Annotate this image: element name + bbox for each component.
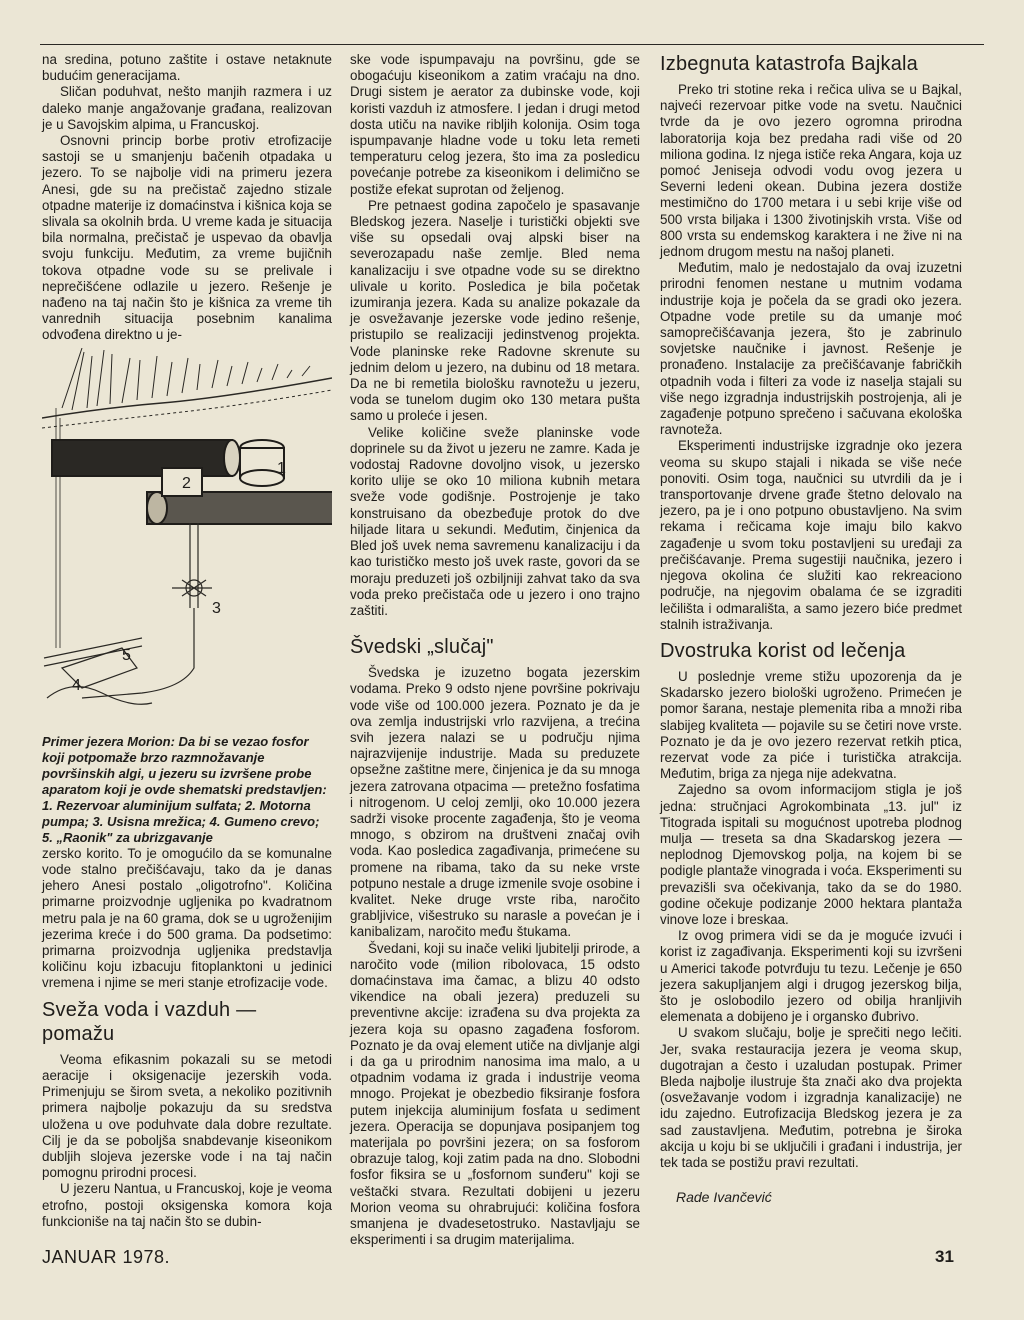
page-number: 31 [935, 1247, 954, 1266]
paragraph: na sredina, potuno zaštite i ostave netaknute budućim generacijama. [42, 52, 332, 84]
paragraph: ske vode ispumpavaju na površinu, gde se obogaćuju kiseonikom a zatim vraćaju na dno. Drugi sistem je aerator za dubinske vode, koji koristi vazduh iz atmosfere. I jedan i drugi metod dosta utiču na navike riblјih kolonija. Osim toga ispumpavanje hladne vode u toku leta remeti temperaturu celog jezera, što ima za posledicu povećanje potrebe za kiseonikom i delimično se postiže efekat suprotan od željenog. [350, 52, 640, 197]
figure-caption: Primer jezera Morion: Da bi se vezao fosfor koji potpomaže brzo razmnožavanje površinskih algi, u jezeru su izvršene probe aparatom koji je ovde shematski predstavljen: 1. Rezervoar aluminijum sulfata; 2. Motorna pumpa; 3. Usisna mrežica; 4. Gumeno crevo; 5. „Raonik" za ubrizgavanje [42, 733, 327, 845]
paragraph: Eksperimenti industrijske izgradnje oko jezera veoma su skupo stajali i nikada se više neće ponoviti. Osim toga, naučnici su utvrdili da je i transportovanje drvene građe štetno delovalo na jezero, pa je i ono potpuno obustavljeno. Na svim rekama i rečicama koje imaju bilo kakvo zagađenje u svom toku postavljeni su uređaji za prečišćavanje. Prema sugestiji naučnika, jezero i njegova okolina će služiti kao rekreaciono područje, na njegovim obalama će se izgraditi lečilišta i odmarališta, a samo jezero biće predmet stalnih istraživanja. [660, 438, 962, 632]
figure-label-2: 2 [182, 474, 191, 492]
section-heading-svedski-slucaj: Švedski „slučaj" [350, 636, 494, 659]
paragraph: Iz ovog primera vidi se da je moguće izvući i korist iz zagađivanja. Eksperimenti koji su izvršeni u Americi takođe potvrđuju tu tezu. Lečenje je 650 jezera sakupljanjem algi i drugog jezerskog bilja, što je oslobodilo jezero od obilja hranljivih elemenata a dobijeno je i organsko đubrivo. [660, 928, 962, 1025]
paragraph: Sličan poduhvat, nešto manjih razmera i uz daleko manje angažovanje građana, realizovan je u Savojskim alpima, u Francuskoj. [42, 84, 332, 132]
paragraph: Velike količine sveže planinske vode doprinele su da život u jezeru ne zamre. Kada je vodostaj Radovne dovoljno visok, u jezersko korito ulije se oko 10 miliona kubnih metara sveže vode godišnje. Postrojenje je tako konstruisano da obezbeđuje protok do dve hiljade litara u sekundi. Međutim, činjenica da Bled još uvek nema savremenu kanalizaciju i da kao turističko mesto još uvek raste, govori da se moraju preduzeti još ozbiljniji zahvat tako da sva voda preko prečistača ode u jezero i ono trajno zaštiti. [350, 424, 640, 618]
figure-label-4: 4 [72, 676, 81, 694]
footer-date: JANUAR 1978. [42, 1247, 171, 1267]
paragraph: Osnovni princip borbe protiv etrofizacije sastoji se u smanjenju bačenih otpadaka u jezero. To se najbolje vidi na primeru jezera Anesi, gde su na prečistač zajedno stizale otpadne materije iz domaćinstva i kišnica koja se slivala sa okolnih brda. U vreme kada je situacija bila normalna, prečistač je uspevao da obavlja svoju funkciju. Međutim, za vreme bujičnih tokova otpadne vode su se prelivale i neprečišćene odlazile u jezero. Rešenje je nađeno na taj način što je kišnica za vreme tih vanrednih situacija posebnim kanalima odvođena direktno u je- [42, 133, 332, 343]
section-heading-dvostruka-korist: Dvostruka korist od lečenja [660, 639, 906, 662]
aeration-apparatus-diagram [42, 348, 332, 728]
column-3 [660, 52, 962, 1205]
column-1 [42, 52, 332, 1230]
column-2 [350, 52, 640, 1248]
paragraph: Švedska je izuzetno bogata jezerskim vodama. Preko 9 odsto njene površine pokrivaju vode više od 100.000 jezera. Poznato je da je ova zemlja industrijski vrlo razvijena, a trećina svih jezera nalazi se u području njima najrazvijenije industrije. Mada su preduzete opsežne zaštitne mere, činjenica je da su mnoga jezera zatrovana otpacima — pretežno fosfatima i nitrogenom. U celoj zemlji, oko 10.000 jezera sadrži visoke procente zagađenja, što je veoma mnogo, s obzirom na društveni značaj ovih voda. Kao posledica zagađivanja, primećene su promene na ribama, tako da su neke vrste potpuno nestale a druge izmenile svoje osobine i kvalitet. Neke druge vrste riba, naročito grabljivice, višestruko su narasle a povećan je i kanibalizam, naročito među štukama. [350, 665, 640, 940]
paragraph: U poslednje vreme stižu upozorenja da je Skadarsko jezero biološki ugroženo. Primećen je pomor šarana, nestaje plemenita riba a množi riba slabijeg kvaliteta — pojavile su se četiri nove vrste. Poznato je da je ovo jezero rezervat retkih ptica, rezervat vode za piće i turistička atrakcija. Međutim, briga za njega nije adekvatna. [660, 668, 962, 782]
author-signature: Rade Ivančević [676, 1189, 772, 1206]
section-heading-sveza-voda: Sveža voda i vazduh — pomažu [42, 998, 257, 1045]
paragraph: Veoma efikasnim pokazali su se metodi aeracije i oksigenacije jezerskih voda. Primenjuju se širom sveta, a nekoliko pozitivnih primera najbolje pokazuju da su sredstva uložena u ove poduhvate dala dobre rezultate. Cilj je da se poboljša snabdevanje kiseonikom dubljih slojeva jezerske vode i na taj način pomognu prirodni procesi. [42, 1051, 332, 1181]
paragraph: Pre petnaest godina započelo je spasavanje Bledskog jezera. Naselje i turistički objekti sve više su opsedali ovaj alpski biser na severozapadu naše zemlje. Bled nema kanalizaciju i sve otpadne vode su se direktno ulivale u korito. Posledica je bila početak izumiranja jezera. Kada su analize pokazale da je osvežavanje jezerske vode jedino rešenje, pristupilo se realizaciji jedinstvenog projekta. Vode planinske reke Radovne skrenute su jednim delom u jezero, na dubinu od 18 metara. Da ne bi remetila biološku ravnotežu u jezeru, voda se tunelom dugim oko 130 metara pušta samo u proleće i jesen. [350, 197, 640, 424]
paragraph: U jezeru Nantua, u Francuskoj, koje je veoma etrofno, postoji oksigenska komora koja funkcioniše na taj način što se dubin- [42, 1181, 332, 1229]
paragraph: U svakom slučaju, bolje je sprečiti nego lečiti. Jer, svaka restauracija jezera je veoma skup, dugotrajan a često i uzaludan postupak. Primer Bleda najbolje ilustruje šta znači ako dva projekta (osvežavanje vodom i izgradnja kanalizacije) ne idu zajedno. Eutrofizacija Bledskog jezera je za sad zaustavljena. Međutim, potrebna je široka akcija u koju bi se uključili i građani i industrija, jer tek tada se postižu pravi rezultati. [660, 1025, 962, 1170]
paragraph: Švedani, koji su inače veliki ljubitelji prirode, a naročito vode (milion ribolovaca, 15 odsto domaćinstava ima čamac, a blizu 40 odsto vikendice na obali jezera) preduzeli su preventivne akcije: izrađena su dva projekta za jezera koja su opasno zagađena fosforom. Poznato je da ovaj element utiče na divljanje algi i da ga u prirodnim nanosima ima malo, a u otpadnim vodama iz grada i industrije veoma mnogo. Projekat je obezbedio fiksiranje fosfora putem injekcija aluminijum fosfata u sediment jezera. Operacija se dopunjava posipanjem tog materijala po površini jezera; on sa fosforom obrazuje talog, koji zatim pada na dno. Slobodni fosfor fiksira se u „fosfornom sunđeru" koji se veštački stvara. Rezultati dobijeni u jezeru Morion veoma su ohrabrujući: količina fosfora smanjena je dvadesetostruko. Nastavljaju se eksperimenti i sa drugim materijalima. [350, 940, 640, 1248]
figure-label-3: 3 [212, 599, 221, 617]
paragraph: Preko tri stotine reka i rečica uliva se u Bajkal, najveći rezervoar pitke vode na svetu. Naučnici tvrde da je ovo jezero ogromna prirodna laboratorija koja bez predaha radi više od 20 miliona godina. Iz njega ističe reka Angara, koja uz pomoć Jeniseja odvodi vodu ovog jezera u Severni ledeni okean. Dubina jezera dostiže mestimično do 1700 metara i u sebi krije više od 500 vrsta biljaka i 1300 životinjskih vrsta. Više od 800 vrsta su endemskog karaktera i ne žive ni na jednom drugom mestu na našoj planeti. [660, 82, 962, 260]
paragraph: Zajedno sa ovom informacijom stigla je još jedna: stručnjaci Agrokombinata „13. jul" iz Titograda ispitali su mogućnost upotreba plodnog mulja — treseta sa dna Skadarskog jezera — neplodnog Djemovskog polja, na kojem bi se podigle plantaže vinograda i voća. Eksperimenti su prevazišli sva očekivanja, tako da se do 1980. godine očekuje podizanje 2000 hektara plantaža vinove loze i breskaa. [660, 782, 962, 927]
figure-label-5: 5 [122, 646, 131, 664]
figure-label-1: 1 [277, 459, 286, 477]
paragraph: Međutim, malo je nedostajalo da ovaj izuzetni prirodni fenomen nestane u mutnim vodama industrije koja je počela da se gradi oko jezera. Otpadne vode pretile su da umanje moć samoprečišćavanja jezera, što je zabrinulo sovjetske naučnike i javnost. Rešenje je pronađeno. Instalacije za prečišćavanje fabričkih otpadnih voda i filteri za vode iz naselja stajali su više nego izgradnja industrijskih postrojenja, ali je zagađenje potpuno sprečeno i sačuvana ekološka ravnoteža. [660, 260, 962, 438]
top-rule [40, 44, 984, 45]
paragraph: zersko korito. To je omogućilo da se komunalne vode stalno prečišćavaju, tako da je danas jehero Anesi postalo „oligotrofno". Količina primarne proizvodnje ugljenika po kvadratnom metru pala je na 60 grama, dok se u ugroženijim jezerima kreće i do 500 grama. Da podsetimo: primarna proizvodnja ugljenika predstavlja količinu koju izbacuju fitoplanktoni u jedinici vremena i njime se meri stanje etrofizacije vode. [42, 845, 332, 991]
section-heading-bajkal: Izbegnuta katastrofa Bajkala [660, 53, 918, 75]
